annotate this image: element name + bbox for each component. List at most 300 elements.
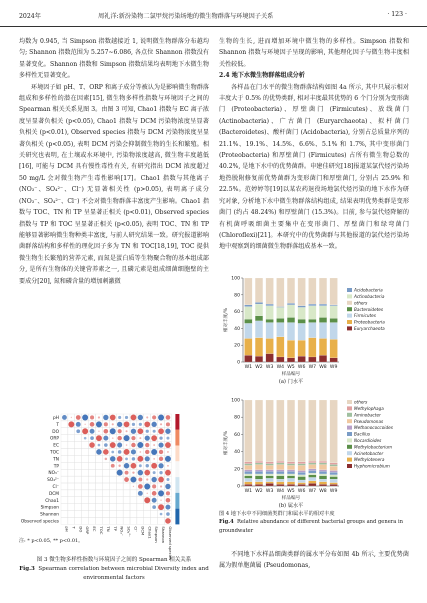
corr-cell bbox=[61, 476, 68, 483]
bar-segment bbox=[255, 338, 263, 356]
corr-dot bbox=[96, 449, 102, 455]
corr-cell bbox=[116, 504, 123, 511]
bar-segment bbox=[255, 474, 263, 476]
corr-cell bbox=[137, 497, 144, 504]
corr-cell bbox=[75, 469, 82, 476]
bar-segment bbox=[244, 471, 252, 474]
bar-segment bbox=[276, 476, 284, 479]
bar-segment bbox=[298, 472, 306, 475]
corr-dot bbox=[71, 417, 72, 418]
bar-segment bbox=[298, 340, 306, 356]
section-heading: 2.4 地下水微生物群落组成分析 bbox=[219, 72, 305, 80]
corr-dot bbox=[98, 431, 99, 432]
corr-dot bbox=[82, 428, 88, 434]
corr-dot bbox=[89, 442, 95, 448]
corr-cell bbox=[89, 462, 96, 469]
corr-row-label: ORP bbox=[50, 436, 59, 442]
bar-segment bbox=[330, 278, 338, 305]
corr-dot bbox=[153, 430, 156, 433]
legend-swatch bbox=[347, 438, 352, 442]
corr-cell bbox=[130, 497, 137, 504]
corr-cell bbox=[68, 511, 75, 518]
corr-cell bbox=[96, 518, 103, 525]
bar-segment bbox=[266, 306, 274, 319]
bar-segment bbox=[287, 465, 295, 469]
corr-dot bbox=[117, 456, 123, 462]
figure-3-caption-en: Spearman correlation between microbial Diversity index and environmental factors bbox=[38, 566, 209, 581]
legend-label: Proteobacteria bbox=[354, 319, 385, 325]
y-tick-label: 40 bbox=[234, 450, 240, 456]
corr-cell bbox=[89, 511, 96, 518]
corr-dot bbox=[153, 458, 155, 460]
corr-dot bbox=[84, 437, 87, 440]
left-paragraph-2: 环境因子如 pH、T、ORP 和离子成分等被认为是影响微生物群落组成和多样性的潜在因素[15], 微生物多样性指数与环境因子之间的 Spearman 相关关系见图 3。由图 3 可知, Chao1 指数与 EC 离子浓度呈显著负相关 (p<0.05), Chao1 指数与 DCM 污染物浓度呈显著负相关 (p<0.01), Observed species 指数与 DCM 污染物浓度呈显著负相关 (p<0.05), 表明 DCM 污染会抑制微生物的生长和繁殖。相关研究也表明, 在土壤或水环境中, 污染物浓度越高, 微生物丰度越低[16], 可能与 DCM 具有慢性毒性有关, 有研究指出 DCM 浓度超过 50 mg/L 会对微生物产生毒性影响[17]。Chao1 指数与其他离子 (NO₃⁻、SO₄²⁻、Cl⁻) 无显著相关性 (p>0.05), 表明离子成分 (NO₃⁻、SO₄²⁻、Cl⁻) 不会对微生物群落丰富度产生影响。Chao1 指数与 TOC、TN 和 TP 呈显著正相关 (p<0.01), Observed species 指数与 TP 和 TOC 呈显著正相关 (p<0.05), 表明 TOC、TN 和 TP 能够显著影响微生物种类丰富度, 与前人研究结果一致。研究报道影响菌群落结构和多样性的理化因子多为 TN 和 TOC[18,19], TOC 提供微生物生长繁殖的营养元素, 而氮是蛋白质等生物聚合物的基本组成部分, 是所有生物体的关键营养素之一, 且磷元素是组成细菌细胞壁的主要成分[20], 氮和磷含量的增加刺激微 bbox=[19, 83, 209, 285]
bar-segment bbox=[319, 471, 327, 474]
y-axis-label: 相对丰度/% bbox=[224, 307, 229, 333]
corr-cell bbox=[102, 518, 109, 525]
corr-dot bbox=[166, 478, 169, 481]
corr-cell bbox=[130, 490, 137, 497]
corr-row-label: TP bbox=[53, 464, 59, 470]
bar-segment bbox=[266, 400, 274, 462]
x-tick-label: W6 bbox=[297, 365, 306, 370]
corr-cell bbox=[116, 497, 123, 504]
corr-dot bbox=[132, 423, 135, 426]
corr-dot bbox=[165, 456, 171, 462]
bar-segment bbox=[287, 303, 295, 305]
bar-segment bbox=[298, 307, 306, 319]
corr-cell bbox=[68, 435, 75, 442]
bar-segment bbox=[319, 355, 327, 362]
bar-segment bbox=[298, 278, 306, 306]
journal-year: 2024年 bbox=[19, 13, 41, 20]
corr-dot bbox=[167, 451, 169, 453]
bar-segment bbox=[308, 278, 316, 304]
corr-cell bbox=[61, 511, 68, 518]
corr-dot bbox=[126, 444, 128, 446]
corr-cell bbox=[96, 511, 103, 518]
corr-cell bbox=[109, 490, 116, 497]
legend-swatch bbox=[347, 314, 352, 318]
corr-dot bbox=[103, 436, 108, 441]
corr-cell bbox=[123, 518, 130, 525]
x-tick-label: W6 bbox=[297, 489, 306, 494]
bar-segment bbox=[330, 483, 338, 485]
corr-col-label: SO₄²⁻ bbox=[126, 526, 132, 537]
corr-cell bbox=[68, 504, 75, 511]
bar-segment bbox=[244, 484, 252, 486]
corr-cell bbox=[82, 490, 89, 497]
corr-dot bbox=[130, 477, 136, 483]
bar-segment bbox=[319, 474, 327, 476]
bar-segment bbox=[276, 484, 284, 486]
running-title: 周礼洋:新汾染物二氯甲烷污染场地的微生物群落与环境因子关系 bbox=[98, 13, 274, 20]
bar-segment bbox=[287, 484, 295, 486]
corr-dot bbox=[146, 416, 148, 418]
figure-4-caption bbox=[219, 510, 411, 535]
x-axis-label: 样品编号 bbox=[281, 496, 301, 501]
corr-col-label: T bbox=[71, 526, 77, 529]
corr-cell bbox=[75, 476, 82, 483]
corr-col-label: Simpson bbox=[154, 526, 160, 543]
corr-col-label: EC bbox=[92, 526, 98, 532]
legend-label: others bbox=[354, 300, 368, 306]
corr-cell bbox=[102, 462, 109, 469]
corr-row-label: DO bbox=[52, 429, 59, 435]
legend-swatch bbox=[347, 419, 352, 423]
bar-segment bbox=[255, 482, 263, 485]
corr-row-label: TOC bbox=[49, 450, 59, 456]
corr-dot bbox=[159, 457, 163, 461]
legend-label: Pseudomonas bbox=[354, 418, 384, 424]
corr-cell bbox=[61, 462, 68, 469]
bar-segment bbox=[276, 474, 284, 476]
bar-segment bbox=[298, 484, 306, 486]
bar-segment bbox=[255, 278, 263, 302]
corr-dot bbox=[124, 421, 130, 427]
corr-colorbar-segment bbox=[175, 446, 179, 462]
x-tick-label: W7 bbox=[308, 489, 317, 494]
corr-col-label: Observed species bbox=[167, 526, 173, 561]
corr-row-label: SO₄²⁻ bbox=[47, 478, 59, 484]
bar-segment bbox=[266, 483, 274, 486]
corr-cell bbox=[61, 428, 68, 435]
page-number: · 123 · bbox=[387, 11, 407, 18]
bar-segment bbox=[308, 477, 316, 480]
bar-segment bbox=[330, 477, 338, 480]
corr-cell bbox=[68, 518, 75, 525]
corr-cell bbox=[61, 504, 68, 511]
bar-segment bbox=[266, 319, 274, 322]
corr-dot bbox=[90, 436, 94, 440]
corr-cell bbox=[89, 497, 96, 504]
bar-segment bbox=[266, 482, 274, 484]
legend-label: Firmicutes bbox=[354, 313, 376, 319]
legend-swatch bbox=[347, 301, 352, 305]
bar-segment bbox=[308, 481, 316, 484]
bar-segment bbox=[330, 463, 338, 465]
bar-segment bbox=[319, 400, 327, 461]
corr-dot bbox=[159, 450, 163, 454]
corr-cell bbox=[144, 504, 151, 511]
corr-col-label: ORP bbox=[85, 526, 91, 535]
x-tick-label: W8 bbox=[319, 365, 327, 370]
corr-dot bbox=[138, 415, 143, 420]
corr-dot bbox=[90, 429, 95, 434]
bar-segment bbox=[308, 357, 316, 362]
bar-segment bbox=[298, 319, 306, 323]
corr-dot bbox=[133, 486, 134, 487]
bar-segment bbox=[319, 465, 327, 470]
corr-dot bbox=[117, 422, 122, 427]
bar-segment bbox=[308, 319, 316, 322]
corr-cell bbox=[82, 449, 89, 456]
bar-segment bbox=[319, 470, 327, 472]
bar-segment bbox=[287, 358, 295, 362]
corr-dot bbox=[145, 456, 150, 461]
corr-dot bbox=[158, 414, 164, 420]
legend-label: Aminobacter bbox=[354, 412, 381, 418]
corr-dot bbox=[111, 464, 115, 468]
corr-cell bbox=[61, 518, 68, 525]
corr-cell bbox=[82, 442, 89, 449]
bar-segment bbox=[266, 354, 274, 362]
corr-dot bbox=[158, 463, 163, 468]
bar-segment bbox=[244, 462, 252, 464]
legend-swatch bbox=[347, 400, 352, 404]
legend-swatch bbox=[347, 326, 352, 330]
bar-segment bbox=[266, 476, 274, 479]
bar-segment bbox=[330, 465, 338, 467]
corr-dot bbox=[151, 463, 157, 469]
corr-dot bbox=[110, 415, 116, 421]
bar-segment bbox=[266, 323, 274, 339]
bar-segment bbox=[255, 304, 263, 316]
corr-dot bbox=[90, 415, 94, 419]
corr-dot bbox=[144, 483, 150, 489]
corr-dot bbox=[159, 436, 162, 439]
corr-dot bbox=[98, 416, 100, 418]
corr-cell bbox=[68, 490, 75, 497]
bar-segment bbox=[319, 278, 327, 304]
bar-segment bbox=[244, 470, 252, 472]
bar-segment bbox=[330, 475, 338, 477]
bar-segment bbox=[266, 304, 274, 306]
corr-cell bbox=[75, 511, 82, 518]
bar-segment bbox=[244, 319, 252, 323]
bar-segment bbox=[298, 323, 306, 340]
corr-dot bbox=[105, 458, 108, 461]
corr-cell bbox=[61, 455, 68, 462]
corr-dot bbox=[104, 422, 108, 426]
bar-segment bbox=[287, 462, 295, 464]
corr-cell bbox=[137, 504, 144, 511]
bar-segment bbox=[308, 323, 316, 338]
bar-segment bbox=[308, 306, 316, 319]
page-header bbox=[0, 0, 427, 27]
chart-phylum bbox=[221, 272, 411, 388]
legend-swatch bbox=[347, 406, 352, 410]
bar-segment bbox=[298, 475, 306, 477]
legend-swatch bbox=[347, 458, 352, 462]
bar-segment bbox=[330, 479, 338, 482]
bar-segment bbox=[244, 465, 252, 469]
corr-cell bbox=[82, 462, 89, 469]
bar-segment bbox=[319, 479, 327, 482]
corr-dot bbox=[96, 421, 102, 427]
corr-dot bbox=[117, 470, 123, 476]
corr-dot bbox=[146, 464, 149, 467]
corr-dot bbox=[139, 437, 141, 439]
bar-segment bbox=[255, 470, 263, 472]
corr-cell bbox=[116, 518, 123, 525]
legend-label: Acidobacteria bbox=[354, 287, 383, 293]
legend-label: Bacillus bbox=[354, 431, 371, 437]
corr-dot bbox=[145, 443, 149, 447]
bar-segment bbox=[298, 471, 306, 473]
bar-segment bbox=[276, 482, 284, 485]
corr-dot bbox=[138, 478, 142, 482]
x-tick-label: W9 bbox=[329, 365, 338, 370]
bar-segment bbox=[276, 461, 284, 463]
corr-dot bbox=[153, 444, 155, 446]
bar-segment bbox=[266, 470, 274, 472]
corr-dot bbox=[125, 471, 129, 475]
corr-colorbar-segment bbox=[175, 430, 179, 446]
figure-3-label-en: Fig.3 bbox=[19, 566, 35, 572]
corr-cell bbox=[123, 511, 130, 518]
corr-col-label: Cl⁻ bbox=[133, 526, 139, 533]
corr-cell bbox=[61, 449, 68, 456]
corr-dot bbox=[131, 463, 137, 469]
bar-segment bbox=[244, 474, 252, 476]
bar-segment bbox=[330, 471, 338, 473]
corr-row-label: Simpson bbox=[40, 505, 59, 511]
corr-cell bbox=[123, 490, 130, 497]
legend-swatch bbox=[347, 320, 352, 324]
corr-cell bbox=[89, 504, 96, 511]
corr-cell bbox=[75, 483, 82, 490]
corr-dot bbox=[125, 416, 128, 419]
bar-segment bbox=[298, 400, 306, 462]
corr-col-label: TP bbox=[112, 526, 118, 532]
bar-segment bbox=[308, 475, 316, 478]
corr-colorbar-segment bbox=[175, 493, 179, 509]
bar-segment bbox=[298, 356, 306, 362]
bar-segment bbox=[308, 469, 316, 471]
bar-segment bbox=[255, 461, 263, 463]
bar-segment bbox=[287, 478, 295, 481]
corr-col-label: DCM bbox=[140, 526, 146, 536]
corr-dot bbox=[152, 415, 156, 419]
bar-segment bbox=[319, 306, 327, 318]
corr-cell bbox=[116, 511, 123, 518]
bar-segment bbox=[244, 482, 252, 485]
corr-cell bbox=[109, 497, 116, 504]
bar-segment bbox=[266, 474, 274, 476]
corr-col-label: Chao1 bbox=[147, 526, 153, 539]
bar-segment bbox=[255, 356, 263, 362]
bar-segment bbox=[298, 462, 306, 464]
bar-segment bbox=[308, 400, 316, 461]
corr-dot bbox=[126, 430, 128, 432]
bar-segment bbox=[276, 357, 284, 362]
corr-cell bbox=[137, 511, 144, 518]
corr-cell bbox=[82, 518, 89, 525]
corr-cell bbox=[89, 518, 96, 525]
bar-segment bbox=[319, 484, 327, 486]
corr-dot bbox=[160, 500, 161, 501]
corr-dot bbox=[137, 428, 143, 434]
legend-label: Methylobacterium bbox=[354, 444, 393, 450]
y-tick-label: 100 bbox=[231, 398, 240, 404]
corr-cell bbox=[75, 449, 82, 456]
corr-row-label: pH bbox=[53, 415, 59, 421]
corr-dot bbox=[104, 429, 109, 434]
corr-cell bbox=[109, 504, 116, 511]
y-tick-label: 100 bbox=[231, 276, 240, 282]
corr-col-label: pH bbox=[64, 526, 70, 532]
legend-swatch bbox=[347, 413, 352, 417]
bar-segment bbox=[319, 482, 327, 485]
corr-cell bbox=[96, 490, 103, 497]
corr-dot bbox=[160, 485, 162, 487]
x-tick-label: W4 bbox=[276, 489, 285, 494]
corr-dot bbox=[118, 416, 121, 419]
left-paragraph-1: 均数为 0.945, 当 Simpson 指数越接近 1, 说明微生物群落分布越均匀; Shannon 指数范围为 5.257~6.086, 各点位 Shannon 指数没有显著变化。Shannon 指数和 Simpson 指数结果均表明地下水微生物多样性无显著变化。 bbox=[19, 38, 209, 80]
corr-cell bbox=[82, 483, 89, 490]
corr-cell bbox=[109, 483, 116, 490]
x-tick-label: W5 bbox=[287, 489, 295, 494]
corr-dot bbox=[124, 435, 130, 441]
corr-dot bbox=[152, 505, 156, 509]
corr-cell bbox=[75, 490, 82, 497]
corr-dot bbox=[124, 477, 129, 482]
bar-segment bbox=[298, 465, 306, 470]
corr-cell bbox=[61, 421, 68, 428]
legend-label: Methylophaga bbox=[354, 406, 384, 411]
x-tick-label: W5 bbox=[287, 365, 295, 370]
legend-swatch bbox=[347, 426, 352, 430]
x-tick-label: W1 bbox=[244, 489, 253, 494]
y-tick-label: 0 bbox=[237, 360, 240, 366]
corr-cell bbox=[61, 483, 68, 490]
corr-cell bbox=[61, 490, 68, 497]
corr-dot bbox=[159, 471, 162, 474]
corr-dot bbox=[166, 491, 170, 495]
bar-segment bbox=[287, 470, 295, 472]
corr-cell bbox=[130, 511, 137, 518]
bar-segment bbox=[287, 474, 295, 476]
corr-cell bbox=[89, 476, 96, 483]
corr-dot bbox=[131, 449, 136, 454]
corr-dot bbox=[151, 477, 156, 482]
corr-dot bbox=[125, 457, 128, 460]
bar-segment bbox=[255, 465, 263, 470]
x-tick-label: W9 bbox=[329, 489, 338, 494]
corr-cell bbox=[109, 511, 116, 518]
bar-segment bbox=[330, 358, 338, 362]
legend-swatch bbox=[347, 464, 352, 468]
corr-cell bbox=[144, 511, 151, 518]
bar-segment bbox=[287, 482, 295, 485]
corr-dot bbox=[145, 436, 150, 441]
corr-cell bbox=[102, 476, 109, 483]
bar-segment bbox=[276, 471, 284, 474]
y-tick-label: 60 bbox=[234, 310, 240, 316]
corr-cell bbox=[82, 476, 89, 483]
corr-dot bbox=[151, 449, 157, 455]
x-tick-label: W2 bbox=[255, 489, 263, 494]
corr-dot bbox=[152, 484, 156, 488]
corr-dot bbox=[131, 436, 135, 440]
bar-segment bbox=[308, 461, 316, 463]
legend-swatch bbox=[347, 432, 352, 436]
corr-cell bbox=[102, 511, 109, 518]
corr-cell bbox=[68, 455, 75, 462]
corr-col-label: TOC bbox=[98, 526, 104, 535]
x-tick-label: W2 bbox=[255, 365, 263, 370]
corr-cell bbox=[123, 504, 130, 511]
corr-dot bbox=[165, 484, 170, 489]
corr-dot bbox=[158, 504, 164, 510]
right-paragraph-3: 不同地下水样品细菌类群的属水平分布如图 4b 所示, 主要优势菌属为假单胞菌属 (Pseudomonas, bbox=[219, 551, 409, 570]
bar-segment bbox=[319, 338, 327, 355]
right-tail-text bbox=[219, 549, 409, 572]
corr-row-label: Cl⁻ bbox=[52, 484, 59, 490]
legend-label: Nocardioides bbox=[354, 438, 382, 443]
bar-segment bbox=[276, 463, 284, 465]
